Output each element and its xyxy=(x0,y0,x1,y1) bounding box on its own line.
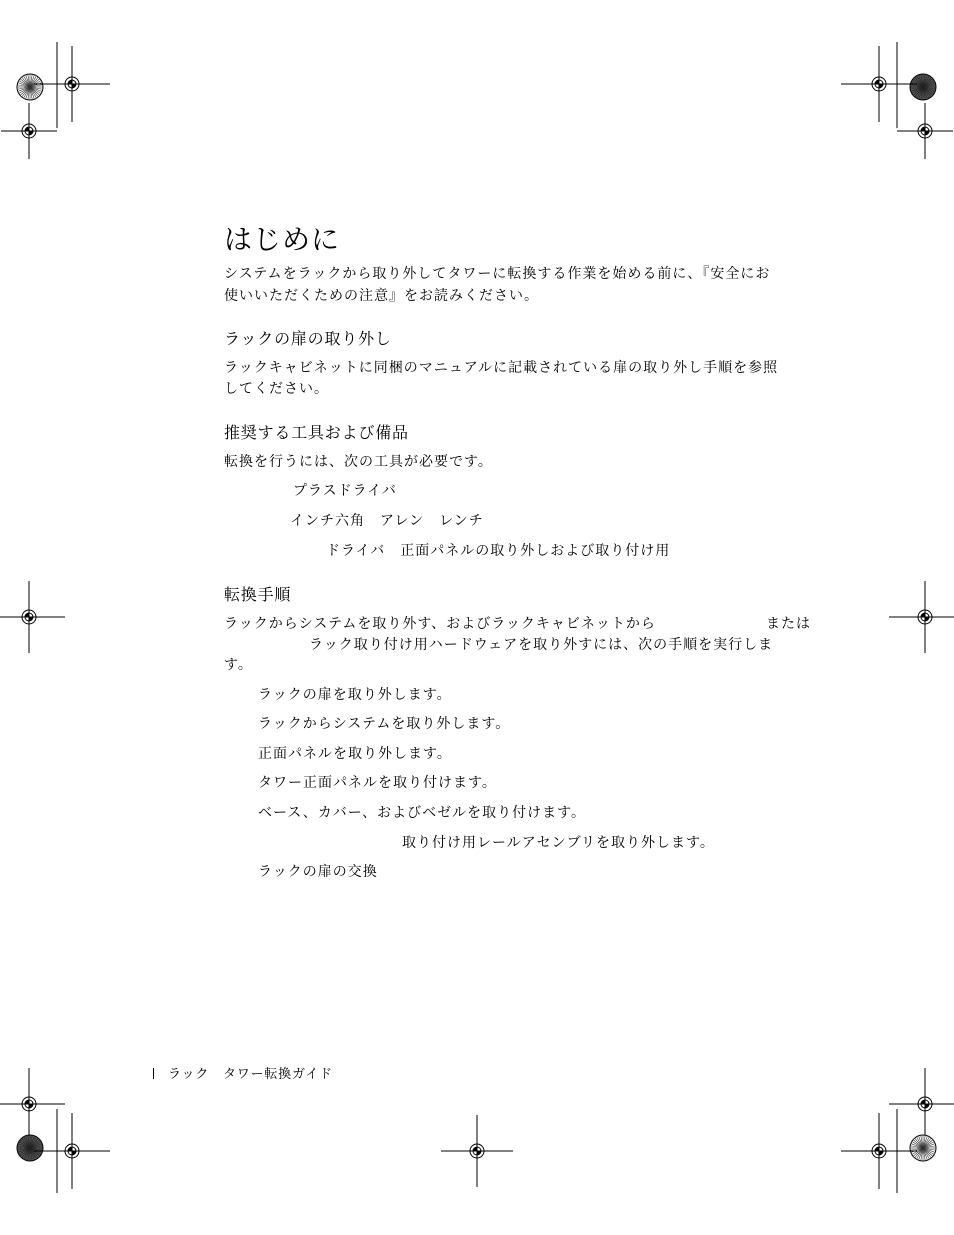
intro-line-2: 使いいただくための注意』をお読みください。 xyxy=(224,288,539,304)
page-heading: はじめに xyxy=(224,223,341,256)
footer-title: ラック タワー転換ガイド xyxy=(168,1067,333,1082)
section-tools-intro: 転換を行うには、次の工具が必要です。 xyxy=(224,454,493,470)
step-item: ベース、カバー、およびベゼルを取り付けます。 xyxy=(258,805,587,821)
footer-divider xyxy=(153,1068,154,1079)
step-item: ラックの扉の交換 xyxy=(258,864,378,880)
step-item: 取り付け用レールアセンブリを取り外します。 xyxy=(402,835,715,851)
section-door-title: ラックの扉の取り外し xyxy=(224,329,392,348)
section-door-line-1: ラックキャビネットに同梱のマニュアルに記載されている扉の取り外し手順を参照 xyxy=(224,360,779,376)
section-steps-para-line-1b: または xyxy=(766,616,811,632)
section-steps-para-line-1a: ラックからシステムを取り外す、およびラックキャビネットから xyxy=(224,616,656,632)
section-steps-para-line-3: す。 xyxy=(224,657,253,673)
tool-item: プラスドライバ xyxy=(293,483,397,499)
section-steps-title: 転換手順 xyxy=(224,585,292,604)
section-tools-title: 推奨する工具および備品 xyxy=(224,423,409,442)
step-item: タワー正面パネルを取り付けます。 xyxy=(258,775,497,791)
tool-item: ドライバ 正面パネルの取り外しおよび取り付け用 xyxy=(326,543,671,559)
section-door-line-2: してください。 xyxy=(224,381,329,397)
step-item: 正面パネルを取り外します。 xyxy=(258,746,452,762)
step-item: ラックからシステムを取り外します。 xyxy=(258,716,511,732)
step-item: ラックの扉を取り外します。 xyxy=(258,687,452,703)
tool-item: インチ六角 アレン レンチ xyxy=(290,513,484,529)
intro-line-1: システムをラックから取り外してタワーに転換する作業を始める前に、『安全にお xyxy=(224,266,771,282)
section-steps-para-line-2: ラック取り付け用ハードウェアを取り外すには、次の手順を実行しま xyxy=(309,637,774,653)
